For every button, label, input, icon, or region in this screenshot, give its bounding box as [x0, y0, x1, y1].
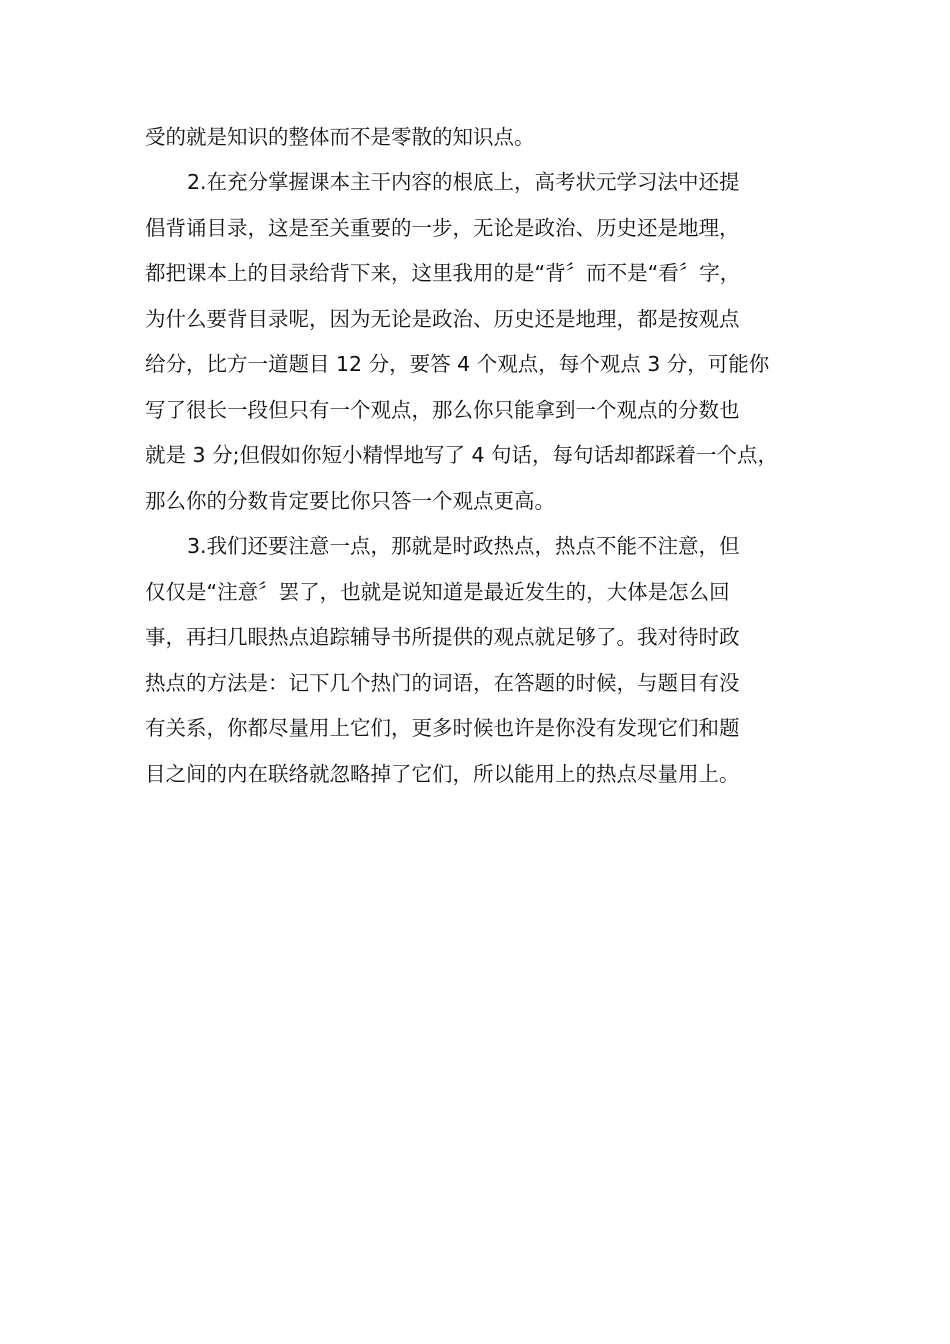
paragraph-3-line-1: 3.我们还要注意一点，那就是时政热点，热点不能不注意，但: [187, 534, 740, 558]
paragraph-2-line-4: 为什么要背目录呢，因为无论是政治、历史还是地理，都是按观点: [145, 307, 740, 331]
paragraph-2-line-6: 写了很长一段但只有一个观点，那么你只能拿到一个观点的分数也: [145, 398, 740, 422]
paragraph-3-line-3: 事，再扫几眼热点追踪辅导书所提供的观点就足够了。我对待时政: [145, 625, 740, 649]
paragraph-2-line-3: 都把课本上的目录给背下来，这里我用的是“背〞而不是“看〞字，: [145, 261, 741, 285]
paragraph-3-line-2: 仅仅是“注意〞罢了，也就是说知道是最近发生的，大体是怎么回: [145, 580, 730, 604]
paragraph-2-line-7: 就是 3 分;但假如你短小精悍地写了 4 句话，每句话却都踩着一个点，: [145, 443, 779, 467]
paragraph-2-line-1: 2.在充分掌握课本主干内容的根底上，高考状元学习法中还提: [187, 170, 740, 194]
paragraph-3-line-5: 有关系，你都尽量用上它们，更多时候也许是你没有发现它们和题: [145, 716, 740, 740]
paragraph-2-line-2: 倡背诵目录，这是至关重要的一步，无论是政治、历史还是地理，: [145, 216, 740, 240]
paragraph-3-line-6: 目之间的内在联络就忽略掉了它们，所以能用上的热点尽量用上。: [145, 762, 740, 786]
paragraph-1-line-1: 受的就是知识的整体而不是零散的知识点。: [145, 125, 535, 149]
paragraph-2-line-5: 给分，比方一道题目 12 分，要答 4 个观点，每个观点 3 分，可能你: [145, 352, 770, 376]
paragraph-2-line-8: 那么你的分数肯定要比你只答一个观点更高。: [145, 489, 555, 513]
paragraph-3-line-4: 热点的方法是：记下几个热门的词语，在答题的时候，与题目有没: [145, 671, 740, 695]
